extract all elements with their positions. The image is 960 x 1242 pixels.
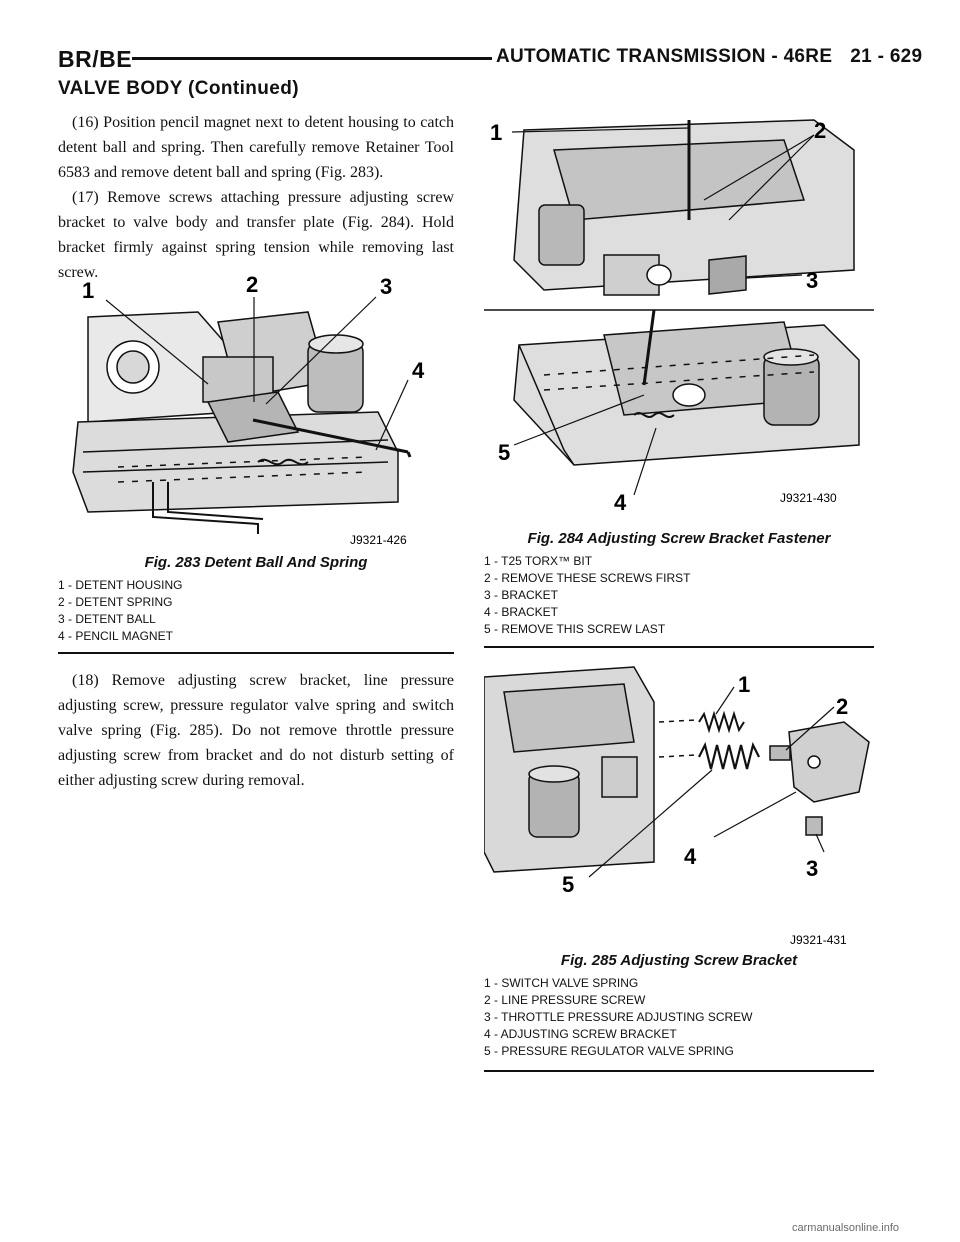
- figure-284-illustration: [484, 110, 874, 530]
- fig285-callout-1: 1: [738, 672, 751, 697]
- fig285-callout-2: 2: [836, 694, 849, 719]
- fig284-callout-2: 2: [814, 118, 827, 143]
- fig283-callout-2: 2: [246, 272, 259, 297]
- section-title: VALVE BODY (Continued): [58, 78, 300, 99]
- fig284-caption: Fig. 284 Adjusting Screw Bracket Fastener: [527, 530, 831, 547]
- figure-283: [58, 272, 454, 654]
- figure-285-illustration: [484, 662, 874, 952]
- fig284-legend-5: 5 - REMOVE THIS SCREW LAST: [484, 622, 666, 636]
- fig284-legend-3: 3 - BRACKET: [484, 588, 559, 602]
- fig285-caption: Fig. 285 Adjusting Screw Bracket: [560, 952, 798, 969]
- fig284-code: J9321-430: [780, 491, 837, 505]
- figure-284: [484, 110, 874, 648]
- header-section-name: AUTOMATIC TRANSMISSION - 46RE: [496, 46, 833, 67]
- header-model: BR/BE: [58, 46, 133, 72]
- fig284-legend-2: 2 - REMOVE THESE SCREWS FIRST: [484, 571, 691, 585]
- fig284-legend-1: 1 - T25 TORX™ BIT: [484, 554, 593, 568]
- fig283-callout-1: 1: [82, 278, 95, 303]
- step-17: (17) Remove screws attaching pressure adjusting screw bracket to valve body and transfer plate (Fig. 284). Hold bracket firmly against spring tension while removing last screw.: [58, 189, 454, 281]
- instructions-bottom: [58, 668, 454, 793]
- fig285-legend-1: 1 - SWITCH VALVE SPRING: [484, 976, 639, 990]
- fig283-legend-1: 1 - DETENT HOUSING: [58, 578, 183, 592]
- fig283-callout-4: 4: [412, 358, 425, 383]
- fig283-legend-4: 4 - PENCIL MAGNET: [58, 629, 173, 643]
- fig283-callout-3: 3: [380, 274, 393, 299]
- instructions-top: [58, 110, 454, 285]
- fig285-legend-3: 3 - THROTTLE PRESSURE ADJUSTING SCREW: [484, 1010, 753, 1024]
- page-number: 21 - 629: [850, 46, 923, 67]
- fig285-legend-5: 5 - PRESSURE REGULATOR VALVE SPRING: [484, 1044, 734, 1058]
- fig285-callout-4: 4: [684, 844, 697, 869]
- watermark: carmanualsonline.info: [792, 1222, 900, 1234]
- fig284-callout-3: 3: [806, 268, 819, 293]
- fig284-callout-4: 4: [614, 490, 627, 515]
- figure-285: [484, 662, 874, 1072]
- fig284-callout-5: 5: [498, 440, 511, 465]
- header-title: [496, 46, 922, 68]
- fig285-code: J9321-431: [790, 933, 847, 947]
- fig283-legend-2: 2 - DETENT SPRING: [58, 595, 173, 609]
- fig283-caption: Fig. 283 Detent Ball And Spring: [144, 554, 368, 571]
- header-rule: [132, 57, 492, 60]
- step-18: (18) Remove adjusting screw bracket, line pressure adjusting screw, pressure regulator valve spring and switch valve spring (Fig. 285). Do not remove throttle pressure adjusting screw from bracket and do not disturb setting of either adjusting screw during removal.: [58, 672, 454, 789]
- fig284-callout-1: 1: [490, 120, 503, 145]
- fig283-code: J9321-426: [350, 533, 407, 547]
- step-16: (16) Position pencil magnet next to detent housing to catch detent ball and spring. Then carefully remove Retainer Tool 6583 and remove detent ball and spring (Fig. 283).: [58, 114, 454, 181]
- fig285-callout-3: 3: [806, 856, 819, 881]
- figure-283-illustration: [58, 272, 454, 554]
- fig285-legend-2: 2 - LINE PRESSURE SCREW: [484, 993, 646, 1007]
- fig284-legend-4: 4 - BRACKET: [484, 605, 559, 619]
- fig285-legend-4: 4 - ADJUSTING SCREW BRACKET: [484, 1027, 677, 1041]
- fig285-callout-5: 5: [562, 872, 575, 897]
- fig283-legend-3: 3 - DETENT BALL: [58, 612, 156, 626]
